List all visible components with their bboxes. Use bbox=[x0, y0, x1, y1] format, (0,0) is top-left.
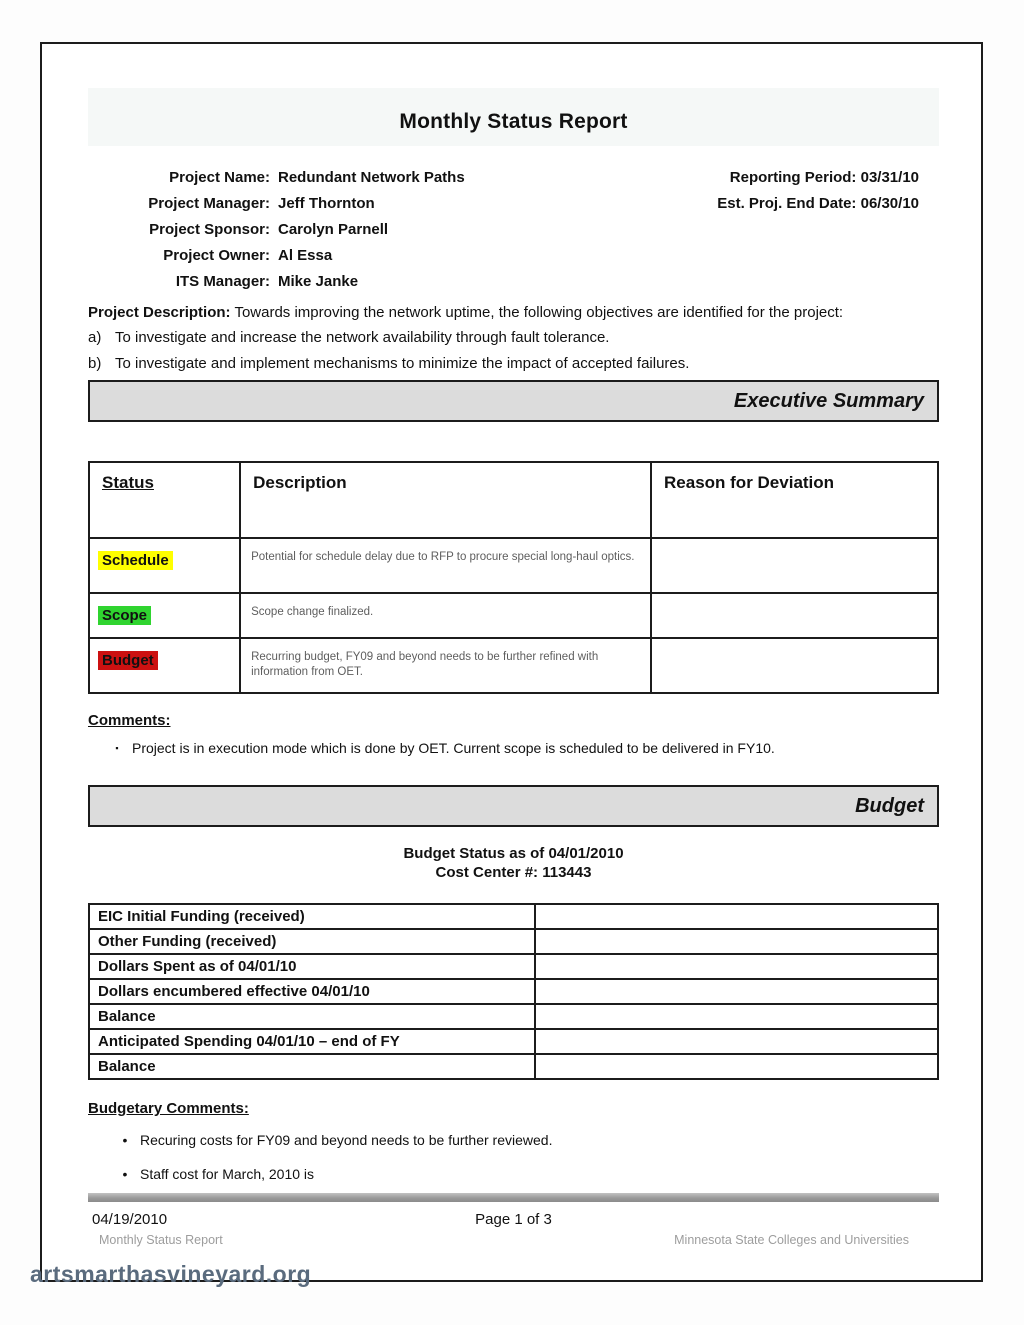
budget-row-value bbox=[535, 954, 938, 979]
reason-cell bbox=[651, 638, 938, 693]
col-header-reason: Reason for Deviation bbox=[651, 462, 938, 538]
field-label: Project Sponsor: bbox=[149, 221, 270, 238]
budget-status-heading bbox=[88, 844, 939, 882]
field-label: Reporting Period: bbox=[729, 169, 857, 186]
status-cell bbox=[89, 538, 240, 593]
table-row bbox=[89, 954, 938, 979]
page-title: Monthly Status Report bbox=[399, 110, 628, 133]
banner-title: Budget bbox=[855, 794, 924, 817]
reporting-info bbox=[717, 165, 919, 217]
field-reporting-period bbox=[717, 165, 919, 191]
field-value: Redundant Network Paths bbox=[278, 169, 465, 186]
bullet-icon: • bbox=[122, 1132, 128, 1148]
footer-row-1 bbox=[88, 1211, 939, 1228]
status-table bbox=[88, 461, 939, 694]
field-label: Project Name: bbox=[169, 169, 270, 186]
reason-cell bbox=[651, 538, 938, 593]
status-badge-scope: Scope bbox=[98, 606, 151, 625]
comment-text: Staff cost for March, 2010 is bbox=[140, 1166, 315, 1182]
title-band bbox=[88, 88, 939, 146]
field-its-manager bbox=[88, 269, 939, 295]
footer-doc-name: Monthly Status Report bbox=[99, 1233, 223, 1247]
status-cell bbox=[89, 593, 240, 638]
comments-section bbox=[88, 712, 939, 758]
footer-divider bbox=[88, 1193, 939, 1202]
comment-text: Recuring costs for FY09 and beyond needs to be further reviewed. bbox=[140, 1132, 553, 1148]
field-value: Carolyn Parnell bbox=[278, 221, 389, 238]
document-page bbox=[40, 42, 983, 1282]
bullet-icon: • bbox=[122, 1166, 128, 1182]
budget-row-value bbox=[535, 1054, 938, 1079]
budgetary-comments-heading: Budgetary Comments: bbox=[88, 1100, 249, 1117]
field-project-sponsor bbox=[88, 217, 939, 243]
watermark-text: artsmarthasvineyard.org bbox=[30, 1261, 312, 1287]
comment-text: Project is in execution mode which is done by OET. Current scope is scheduled to be delivered in FY10. bbox=[132, 740, 775, 756]
field-value: 06/30/10 bbox=[860, 195, 919, 212]
page-footer bbox=[88, 1211, 939, 1247]
table-row bbox=[89, 929, 938, 954]
footer-organization: Minnesota State Colleges and Universities bbox=[674, 1233, 909, 1247]
objective-text: To investigate and implement mechanisms to minimize the impact of accepted failures. bbox=[115, 355, 690, 372]
budget-table bbox=[88, 903, 939, 1080]
budget-row-value bbox=[535, 979, 938, 1004]
budget-row-value bbox=[535, 1004, 938, 1029]
table-row bbox=[89, 1054, 938, 1079]
field-value: Mike Janke bbox=[278, 273, 359, 290]
executive-summary-banner bbox=[88, 380, 939, 422]
objective-a bbox=[88, 325, 939, 351]
objective-b bbox=[88, 351, 939, 377]
objective-marker: b) bbox=[88, 355, 102, 372]
col-header-description: Description bbox=[240, 462, 651, 538]
budget-row-label: Balance bbox=[89, 1054, 535, 1079]
description-text: Towards improving the network uptime, the following objectives are identified for the project: bbox=[234, 304, 844, 321]
description-cell: Scope change finalized. bbox=[240, 593, 651, 638]
field-value: 03/31/10 bbox=[860, 169, 919, 186]
field-est-end-date bbox=[717, 191, 919, 217]
description-cell: Recurring budget, FY09 and beyond needs to be further refined with information from OET. bbox=[240, 638, 651, 693]
status-badge-budget: Budget bbox=[98, 651, 158, 670]
comments-heading: Comments: bbox=[88, 712, 171, 729]
project-info-section bbox=[88, 165, 939, 295]
reason-cell bbox=[651, 593, 938, 638]
table-row-scope bbox=[89, 593, 938, 638]
status-badge-schedule: Schedule bbox=[98, 551, 173, 570]
budget-status-line1: Budget Status as of 04/01/2010 bbox=[403, 845, 624, 862]
description-cell: Potential for schedule delay due to RFP to procure special long-haul optics. bbox=[240, 538, 651, 593]
list-item bbox=[88, 738, 939, 758]
objective-marker: a) bbox=[88, 329, 102, 346]
budget-row-label: Balance bbox=[89, 1004, 535, 1029]
table-row bbox=[89, 1029, 938, 1054]
list-item bbox=[88, 1129, 939, 1151]
budget-row-value bbox=[535, 904, 938, 929]
field-label: Project Owner: bbox=[163, 247, 270, 264]
budget-banner bbox=[88, 785, 939, 827]
footer-date: 04/19/2010 bbox=[92, 1211, 168, 1228]
budget-row-label: Other Funding (received) bbox=[89, 929, 535, 954]
status-table-header-row bbox=[89, 462, 938, 538]
field-label: ITS Manager: bbox=[175, 273, 270, 290]
budget-row-label: EIC Initial Funding (received) bbox=[89, 904, 535, 929]
field-label: Project Manager: bbox=[148, 195, 270, 212]
budget-row-value bbox=[535, 1029, 938, 1054]
budget-row-label: Dollars Spent as of 04/01/10 bbox=[89, 954, 535, 979]
field-label: Est. Proj. End Date: bbox=[717, 195, 857, 212]
bullet-icon: ▪ bbox=[115, 743, 119, 753]
field-value: Jeff Thornton bbox=[278, 195, 375, 212]
table-row bbox=[89, 1004, 938, 1029]
budget-row-value bbox=[535, 929, 938, 954]
field-value: Al Essa bbox=[278, 247, 333, 264]
status-cell bbox=[89, 638, 240, 693]
description-label: Project Description: bbox=[88, 304, 231, 321]
table-row bbox=[89, 904, 938, 929]
objective-text: To investigate and increase the network availability through fault tolerance. bbox=[115, 329, 610, 346]
budget-row-label: Anticipated Spending 04/01/10 – end of FY bbox=[89, 1029, 535, 1054]
budgetary-comments-section bbox=[88, 1100, 939, 1185]
table-row-budget bbox=[89, 638, 938, 693]
budget-status-line2: Cost Center #: 113443 bbox=[435, 864, 592, 881]
table-row bbox=[89, 979, 938, 1004]
project-description bbox=[88, 300, 939, 325]
table-row-schedule bbox=[89, 538, 938, 593]
footer-page-number: Page 1 of 3 bbox=[475, 1211, 552, 1228]
col-header-status: Status bbox=[89, 462, 240, 538]
list-item bbox=[88, 1163, 939, 1185]
footer-row-2 bbox=[88, 1233, 939, 1247]
budget-row-label: Dollars encumbered effective 04/01/10 bbox=[89, 979, 535, 1004]
banner-title: Executive Summary bbox=[733, 389, 924, 412]
field-project-owner bbox=[88, 243, 939, 269]
